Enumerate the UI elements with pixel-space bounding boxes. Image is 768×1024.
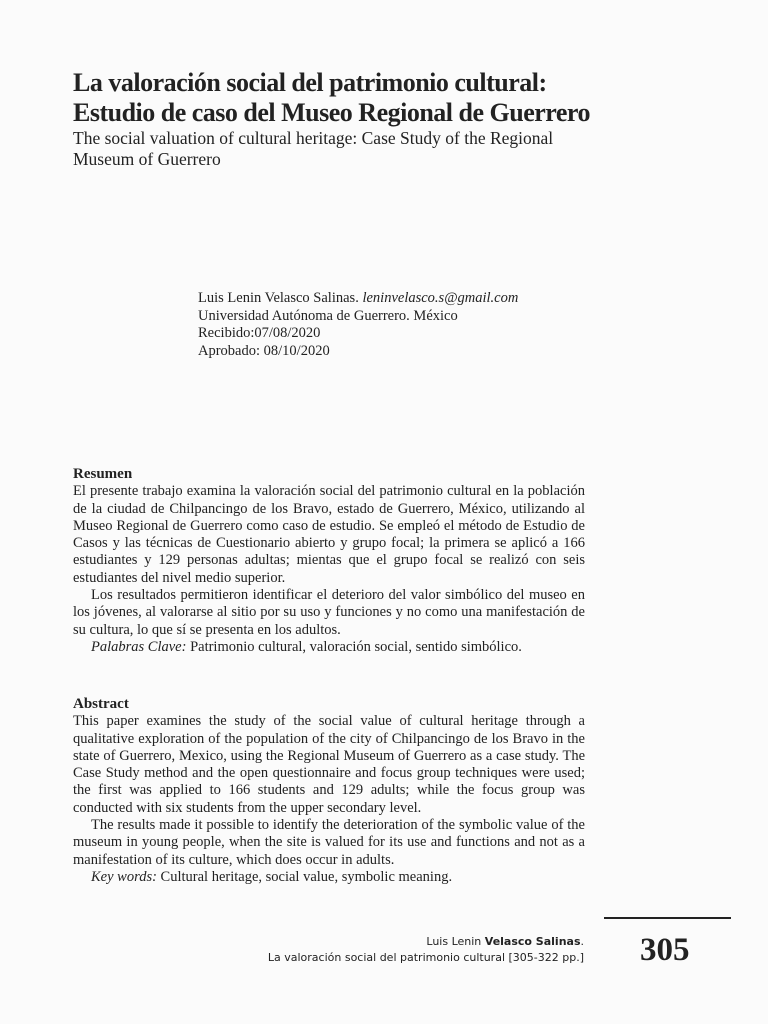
author-info <box>198 290 618 360</box>
resumen-paragraph-2: Los resultados permitieron identificar el deterioro del valor simbólico del museo en los jóvenes, al valorarse al sitio por su uso y funciones y no como una manifestación de su cultura, lo que sí se presenta en los adultos. <box>73 587 585 638</box>
abstract-keywords-text: Cultural heritage, social value, symbolic meaning. <box>156 868 453 885</box>
resumen-keywords <box>73 639 585 656</box>
resumen-keywords-label: Palabras Clave: <box>91 638 187 655</box>
abstract-paragraph-1: This paper examines the study of the social value of cultural heritage through a qualitative exploration of the population of the city of Chilpancingo de los Bravo in the state of Guerrero, Mexico, using the Regional Museum of Guerrero as a case study. The Case Study method and the open questionnaire and focus group techniques were used; the first was applied to 166 students and 129 adults; while the focus group was conducted with six students from the upper secondary level. <box>73 713 585 816</box>
footer-author-first: Luis Lenin <box>426 935 485 948</box>
abstract-paragraph-2: The results made it possible to identify the deterioration of the symbolic value of the museum in young people, when the site is valued for its use and functions and not as a manifestation of its culture, which does occur in adults. <box>73 817 585 868</box>
received-date: Recibido:07/08/2020 <box>198 325 321 341</box>
resumen-section <box>73 466 585 656</box>
abstract-keywords-label: Key words: <box>91 868 157 885</box>
author-line <box>198 290 618 308</box>
footer-author-end: . <box>580 935 584 948</box>
author-email[interactable]: leninvelasco.s@gmail.com <box>362 290 519 306</box>
title-line-1: La valoración social del patrimonio cultural: <box>73 68 547 97</box>
abstract-section <box>73 696 585 886</box>
resumen-paragraph-1: El presente trabajo examina la valoración social del patrimonio cultural en la población de la ciudad de Chilpancingo de los Bravo, estado de Guerrero, México, utilizando al Museo Regional de Guerrero como caso de estudio. Se empleó el método de Estudio de Casos y las técnicas de Cuestionario abierto y grupo focal; la primera se aplicó a 166 estudiantes y 129 personas adultas; mientas que el grupo focal se realizó con seis estudiantes del nivel medio superior. <box>73 483 585 586</box>
page-number: 305 <box>640 932 690 968</box>
author-affiliation: Universidad Autónoma de Guerrero. México <box>198 307 458 324</box>
author-name: Luis Lenin Velasco Salinas. <box>198 290 359 306</box>
resumen-keywords-text: Patrimonio cultural, valoración social, sentido simbólico. <box>186 638 522 655</box>
abstract-keywords <box>73 869 585 886</box>
footer-author <box>268 934 584 950</box>
running-footer <box>268 934 584 966</box>
abstract-heading: Abstract <box>73 696 129 712</box>
article-subtitle: The social valuation of cultural heritage: Case Study of the Regional Museum of Guerrero <box>73 128 554 169</box>
footer-running-title: La valoración social del patrimonio cultural [305-322 pp.] <box>267 951 584 964</box>
footer-divider <box>604 917 731 919</box>
footer-author-last: Velasco Salinas <box>484 935 581 948</box>
approved-date: Aprobado: 08/10/2020 <box>198 342 330 359</box>
article-title <box>73 68 613 128</box>
title-line-2: Estudio de caso del Museo Regional de Guerrero <box>73 98 590 127</box>
resumen-heading: Resumen <box>73 466 133 482</box>
